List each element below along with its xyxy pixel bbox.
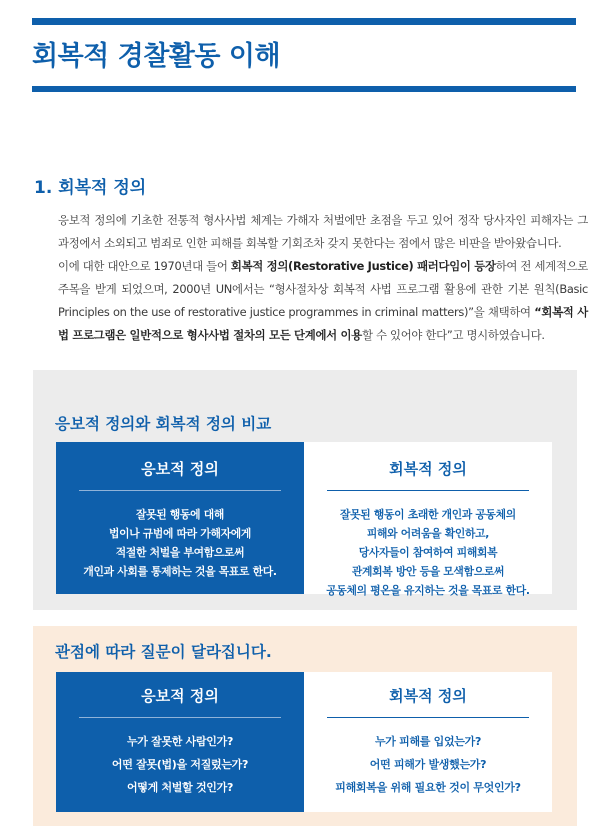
card-questions: [56, 730, 304, 799]
section-body: [58, 209, 588, 347]
comparison-title: 응보적 정의와 회복적 정의 비교: [55, 415, 272, 433]
question-line: 어떤 피해가 발생했는가?: [369, 758, 487, 771]
paragraph-2: [58, 255, 588, 347]
card-questions: [304, 730, 552, 799]
card-title: 응보적 정의: [141, 460, 219, 478]
card-line: 관계회복 방안 등을 모색함으로써: [351, 565, 505, 578]
question-line: 누가 피해를 입었는가?: [374, 735, 482, 748]
card-line: 적절한 처벌을 부여함으로써: [115, 546, 245, 559]
question-line: 누가 잘못한 사람인가?: [126, 735, 234, 748]
card-line: 잘못된 행동이 초래한 개인과 공동체의: [340, 508, 516, 521]
restorative-questions-card: [304, 672, 552, 812]
card-line: 잘못된 행동에 대해: [136, 508, 224, 521]
paragraph-2-part-c: 하여 전 세계적으로 주목을 받게 되었으며, 2000년 UN에서는 “형사절차상 회복적 사법 프로그램 활용에 관한 기본 원칙(Basic Principles on the use of restorative justice programmes in criminal matters)”을 채택하여: [58, 259, 588, 319]
page-title: 회복적 경찰활동 이해: [32, 41, 281, 72]
section-heading: 1. 회복적 정의: [34, 178, 147, 198]
card-title: 회복적 정의: [389, 687, 467, 705]
card-title: 회복적 정의: [389, 460, 467, 478]
card-divider: [327, 717, 529, 718]
paragraph-2-part-a: 이에 대한 대안으로 1970년대 들어: [58, 259, 231, 273]
card-line: 공동체의 평온을 유지하는 것을 목표로 한다.: [326, 584, 530, 597]
card-description: [56, 505, 304, 581]
paragraph-2-emphasis-1: 회복적 정의(Restorative Justice) 패러다임이 등장: [230, 259, 496, 273]
comparison-panel: [33, 370, 577, 610]
paragraph-2-part-e: 할 수 있어야 한다”고 명시하였습니다.: [361, 328, 545, 342]
card-line: 당사자들이 참여하여 피해회복: [358, 546, 498, 559]
question-line: 피해회복을 위해 필요한 것이 무엇인가?: [335, 781, 521, 794]
restorative-justice-card: [304, 442, 552, 597]
card-line: 법이나 규범에 따라 가해자에게: [108, 527, 252, 540]
card-divider: [79, 717, 281, 718]
perspective-title: 관점에 따라 질문이 달라집니다.: [55, 643, 272, 661]
title-top-rule: [32, 18, 576, 25]
card-line: 피해와 어려움을 확인하고,: [366, 527, 490, 540]
perspective-panel: [33, 626, 577, 826]
card-divider: [79, 490, 281, 491]
paragraph-2-emphasis-2: “회복적 사법 프로그램은 일반적으로 형사사법 절차의 모든 단계에서 이용: [58, 305, 588, 342]
question-line: 어떻게 처벌할 것인가?: [126, 781, 234, 794]
question-line: 어떤 잘못(법)을 저질렀는가?: [111, 758, 249, 771]
card-description: [304, 505, 552, 600]
retributive-justice-card: [56, 442, 304, 594]
paragraph-1: 응보적 정의에 기초한 전통적 형사사법 체계는 가해자 처벌에만 초점을 두고 있어 정작 당사자인 피해자는 그 과정에서 소외되고 범죄로 인한 피해를 회복할 기회조차 갖지 못한다는 점에서 많은 비판을 받아왔습니다.: [58, 213, 588, 250]
retributive-questions-card: [56, 672, 304, 812]
card-divider: [327, 490, 529, 491]
card-title: 응보적 정의: [141, 687, 219, 705]
card-line: 개인과 사회를 통제하는 것을 목표로 한다.: [83, 565, 277, 578]
title-bottom-rule: [32, 86, 576, 92]
